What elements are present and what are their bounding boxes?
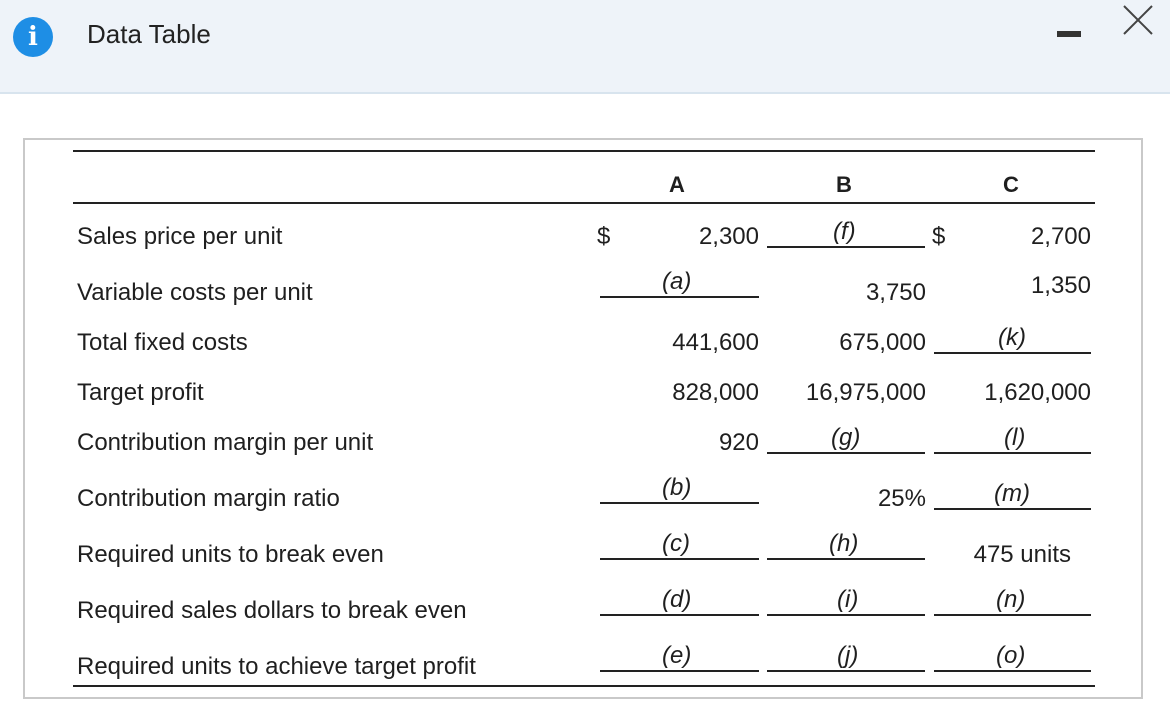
answer-input-c[interactable] [600, 530, 759, 560]
data-table-panel [23, 138, 1143, 699]
answer-label: (a) [662, 268, 692, 295]
answer-label: (h) [829, 530, 859, 557]
cell-a: 828,000 [672, 379, 759, 406]
answer-input-d[interactable] [600, 586, 759, 616]
answer-input-a[interactable] [600, 268, 759, 298]
answer-input-o[interactable] [934, 642, 1091, 672]
cell-b: 3,750 [865, 279, 926, 306]
header-rule [73, 202, 1095, 204]
answer-input-l[interactable] [934, 424, 1091, 454]
cell-b: 675,000 [839, 329, 926, 356]
answer-input-b[interactable] [600, 474, 759, 504]
cell-b: 25% [877, 485, 926, 512]
column-header-a: A [669, 172, 685, 197]
row-label: Variable costs per unit [77, 279, 313, 306]
row-label: Required units to break even [77, 541, 384, 568]
answer-label: (o) [996, 642, 1026, 669]
answer-label: (f) [833, 218, 856, 245]
cell-c: 1,620,000 [984, 379, 1091, 406]
row-label: Total fixed costs [77, 329, 248, 356]
answer-label: (i) [837, 586, 859, 613]
answer-label: (b) [662, 474, 692, 501]
answer-label: (e) [662, 642, 692, 669]
dollar-sign: $ [932, 223, 946, 250]
cell-c: 1,350 [1030, 272, 1091, 299]
answer-input-f[interactable] [767, 218, 925, 248]
cell-a: 441,600 [672, 329, 759, 356]
column-header-c: C [1003, 172, 1019, 197]
cell-b: 16,975,000 [805, 379, 926, 406]
answer-label: (n) [996, 586, 1026, 613]
cell-a: 2,300 [698, 223, 759, 250]
answer-input-h[interactable] [767, 530, 925, 560]
answer-input-e[interactable] [600, 642, 759, 672]
cell-c: 475 units [973, 541, 1071, 568]
answer-label: (g) [831, 424, 861, 451]
answer-label: (j) [837, 642, 859, 669]
minimize-icon [1057, 31, 1081, 37]
close-icon [1118, 0, 1158, 40]
row-label: Contribution margin ratio [77, 485, 340, 512]
answer-input-k[interactable] [934, 324, 1091, 354]
answer-label: (m) [994, 480, 1030, 507]
cell-c: 2,700 [1030, 223, 1091, 250]
answer-label: (k) [998, 324, 1026, 351]
cell-a: 920 [718, 429, 759, 456]
answer-label: (d) [662, 586, 692, 613]
answer-label: (l) [1004, 424, 1026, 451]
table-bottom-rule [73, 685, 1095, 687]
row-label: Required sales dollars to break even [77, 597, 467, 624]
close-button[interactable] [1118, 0, 1158, 40]
row-label: Contribution margin per unit [77, 429, 374, 456]
answer-input-m[interactable] [934, 480, 1091, 510]
column-header-b: B [836, 172, 852, 197]
row-label: Target profit [77, 379, 204, 406]
dollar-sign: $ [597, 223, 611, 250]
info-icon: i [13, 17, 53, 57]
answer-input-n[interactable] [934, 586, 1091, 616]
answer-input-g[interactable] [767, 424, 925, 454]
row-label: Sales price per unit [77, 223, 283, 250]
table-top-rule [73, 150, 1095, 152]
answer-input-j[interactable] [767, 642, 925, 672]
answer-label: (c) [662, 530, 690, 557]
row-label: Required units to achieve target profit [77, 653, 476, 680]
minimize-button[interactable] [1054, 19, 1084, 43]
answer-input-i[interactable] [767, 586, 925, 616]
dialog-header [0, 0, 1170, 94]
dialog-title: Data Table [87, 19, 211, 49]
